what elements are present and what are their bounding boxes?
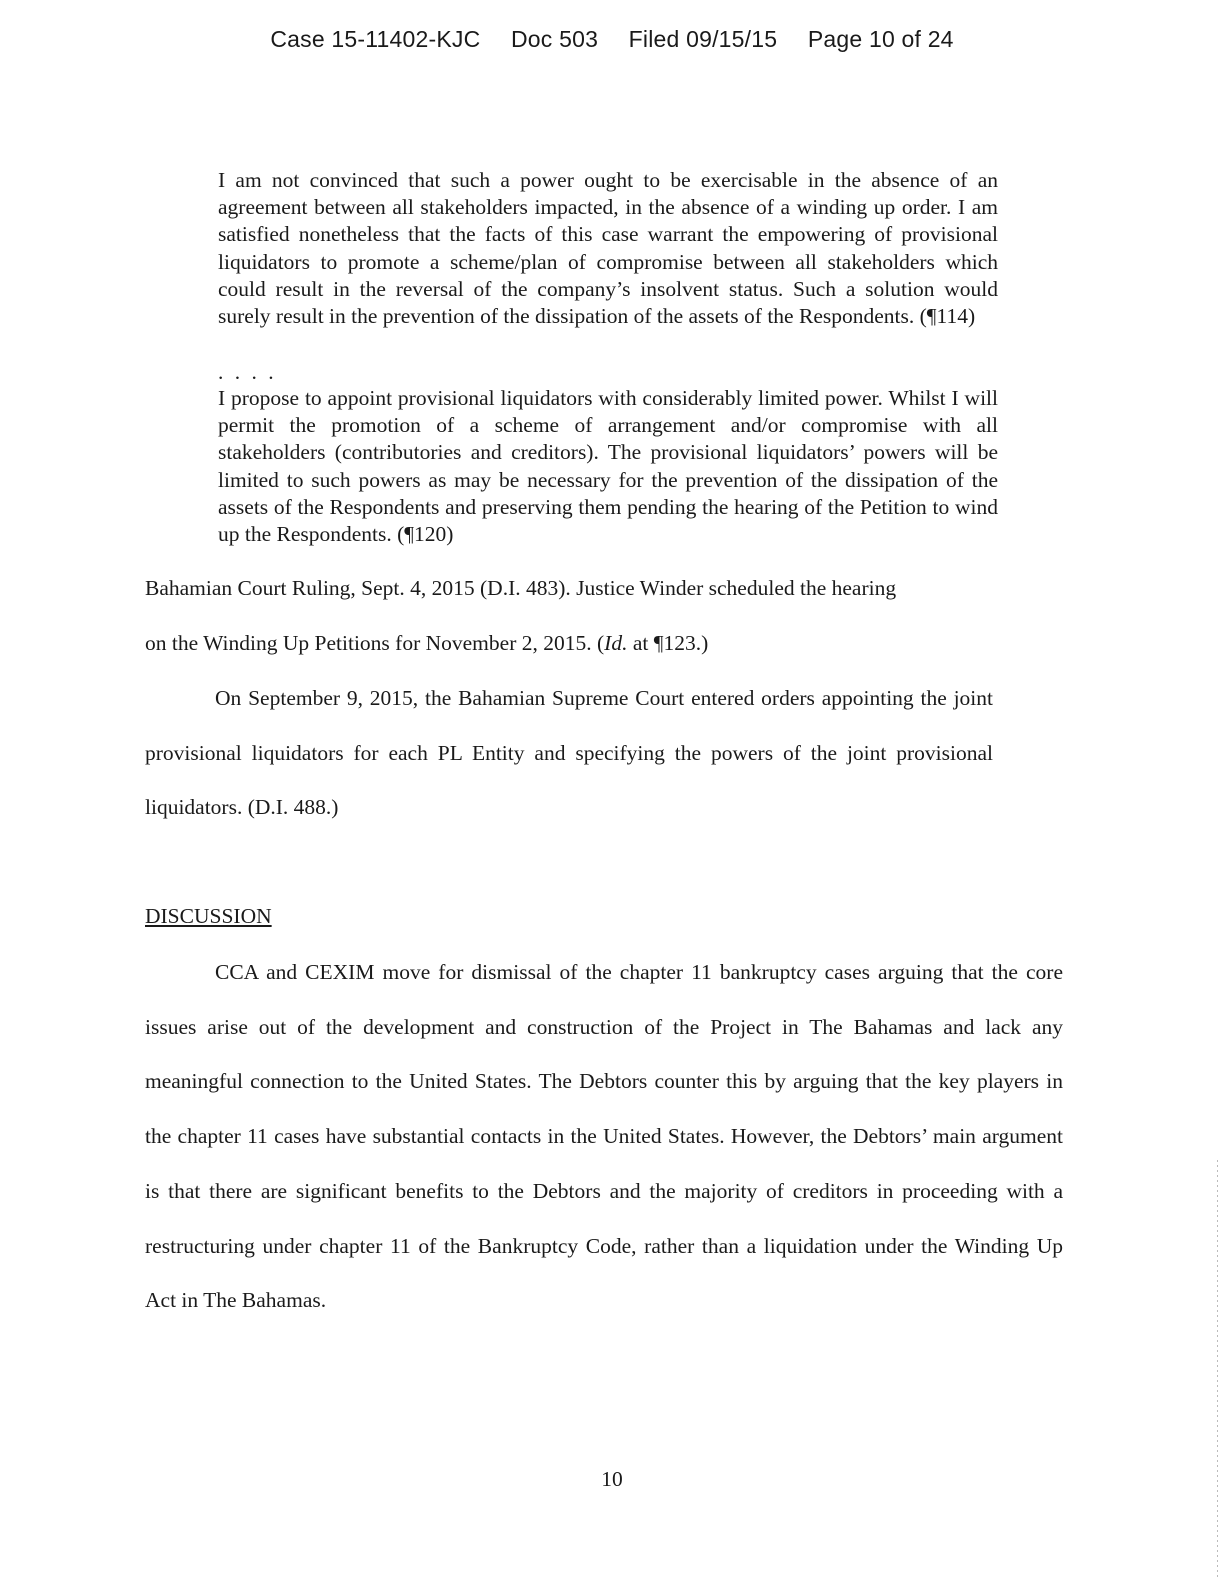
block-quote-1-text: I am not convinced that such a power ought to be exercisable in the absence of an agreement between all stakeholders impacted, in the absence of a winding up order. I am satisfied nonetheless that the facts of this case warrant the empowering of provisional liquidators to promote a scheme/plan of compromise between all stakeholders which could result in the reversal of the company’s insolvent status. Such a solution would surely result in the prevention of the dissipation of the assets of the Respondents. (¶114): [218, 168, 998, 329]
page-indicator: Page 10 of 24: [807, 26, 954, 52]
citation-line-2-before: on the Winding Up Petitions for November 2, 2015. (: [145, 631, 605, 655]
scan-edge-mark: [1217, 1160, 1218, 1580]
doc-number: Doc 503: [511, 26, 599, 52]
block-quote-2-text: I propose to appoint provisional liquidators with considerably limited power. Whilst I will permit the promotion of a scheme of arrangement and/or compromise with all stakeholders (contributories and creditors). The provisional liquidators’ powers will be limited to such powers as may be necessary for the prevention of the dissipation of the assets of the Respondents and preserving them pending the hearing of the Petition to wind up the Respondents. (¶120): [218, 386, 998, 547]
quote-ellipsis: . . . .: [218, 360, 277, 384]
citation-line-2-after: at ¶123.): [627, 631, 709, 655]
citation-id-italic: Id.: [604, 631, 628, 655]
section-heading: DISCUSSION: [145, 904, 272, 928]
paragraph-discussion-text: CCA and CEXIM move for dismissal of the chapter 11 bankruptcy cases arguing that the core issues arise out of the development and construction of the Project in The Bahamas and lack any meaningful connection to the United States. The Debtors counter this by arguing that the key players in the chapter 11 cases have substantial contacts in the United States. However, the Debtors’ main argument is that there are significant benefits to the Debtors and the majority of creditors in proceeding with a restructuring under chapter 11 of the Bankruptcy Code, rather than a liquidation under the Winding Up Act in The Bahamas.: [145, 960, 1063, 1313]
case-header: [0, 26, 1224, 53]
filed-date: Filed 09/15/15: [628, 26, 778, 52]
citation-line-2: [145, 631, 708, 656]
paragraph-appointment-text: On September 9, 2015, the Bahamian Supreme Court entered orders appointing the joint provisional liquidators for each PL Entity and specifying the powers of the joint provisional liquidators. (D.I. 488.): [145, 686, 993, 820]
case-number: Case 15-11402-KJC: [270, 26, 481, 52]
block-quote-1: [218, 167, 998, 330]
page-number: 10: [601, 1467, 623, 1491]
paragraph-appointment: [145, 671, 993, 835]
block-quote-2: [218, 385, 998, 548]
citation-line-1: Bahamian Court Ruling, Sept. 4, 2015 (D.I. 483). Justice Winder scheduled the hearing: [145, 576, 897, 600]
paragraph-discussion: [145, 945, 1063, 1328]
